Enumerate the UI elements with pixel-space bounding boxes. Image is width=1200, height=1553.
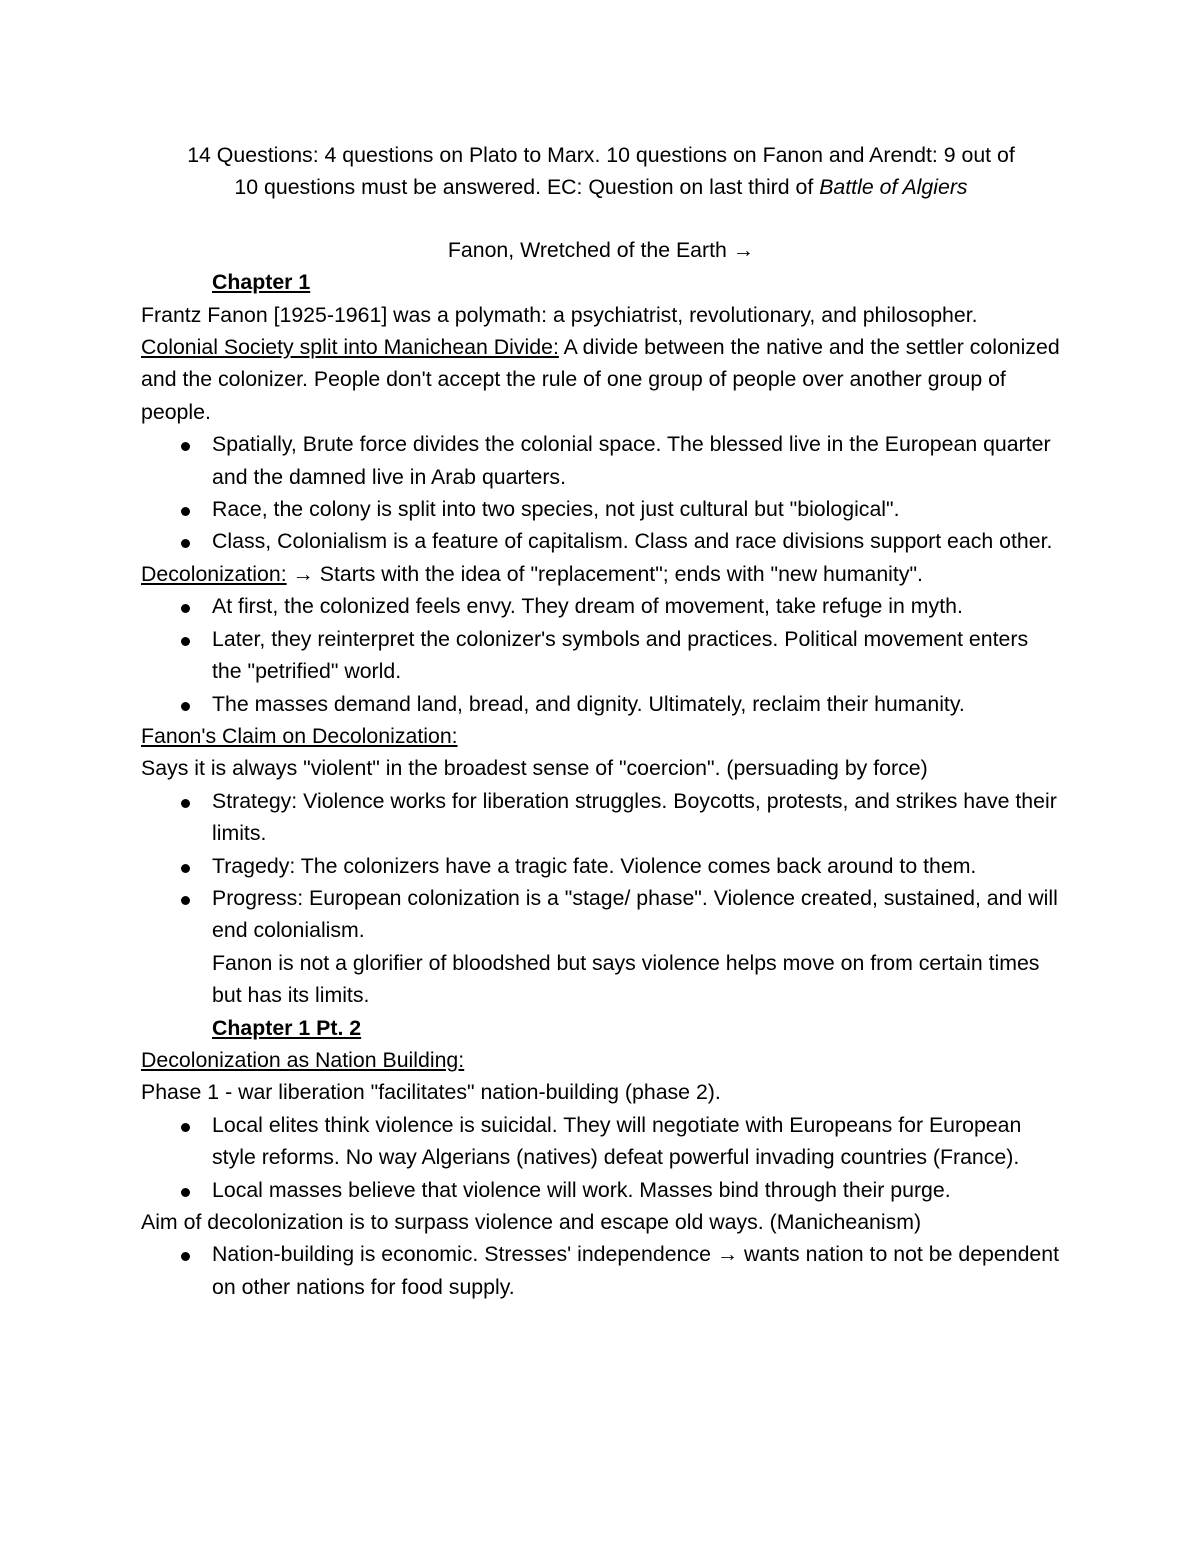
claim-text: Says it is always "violent" in the broadest sense of "coercion". (persuading by force) [141, 756, 928, 781]
list-item: Local masses believe that violence will work. Masses bind through their purge. [141, 1174, 1061, 1206]
claim-bullets [141, 785, 1061, 947]
decolonization-heading: Decolonization: [141, 561, 287, 586]
decolonization-text: → Starts with the idea of "replacement"; ends with "new humanity". [286, 561, 923, 586]
list-item: Later, they reinterpret the colonizer's symbols and practices. Political movement enters the "petrified" world. [141, 623, 1061, 688]
chapter-1-pt-2-heading: Chapter 1 Pt. 2 [212, 1015, 362, 1040]
fanon-bio: Frantz Fanon [1925-1961] was a polymath: a psychiatrist, revolutionary, and philosopher. [141, 302, 978, 327]
intro-paragraph [141, 139, 1061, 204]
chapter-1-heading: Chapter 1 [212, 270, 311, 295]
list-item: Strategy: Violence works for liberation struggles. Boycotts, protests, and strikes have their limits. [141, 785, 1061, 850]
manichean-paragraph [141, 331, 1061, 428]
decolonization-paragraph [141, 558, 1061, 590]
aim-bullets [141, 1238, 1061, 1303]
list-item: Class, Colonialism is a feature of capitalism. Class and race divisions support each other. [141, 525, 1061, 557]
list-item: Race, the colony is split into two species, not just cultural but "biological". [141, 493, 1061, 525]
manichean-text: A divide between the native and the settler colonized and the colonizer. People don't accept the rule of one group of people over another group of people. [141, 335, 1060, 424]
claim-note: Fanon is not a glorifier of bloodshed but says violence helps move on from certain times but has its limits. [212, 950, 1040, 1008]
list-item: At first, the colonized feels envy. They dream of movement, take refuge in myth. [141, 590, 1061, 622]
list-item: Progress: European colonization is a "stage/ phase". Violence created, sustained, and will end colonialism. [141, 882, 1061, 947]
phase-text: Phase 1 - war liberation "facilitates" nation-building (phase 2). [141, 1080, 721, 1105]
intro-text: 14 Questions: 4 questions on Plato to Marx. 10 questions on Fanon and Arendt: 9 out of 10 questions must be answered. EC: Question on last third of [187, 143, 1015, 200]
list-item: Spatially, Brute force divides the colonial space. The blessed live in the European quarter and the damned live in Arab quarters. [141, 428, 1061, 493]
list-item: Local elites think violence is suicidal. They will negotiate with Europeans for European style reforms. No way Algerians (natives) defeat powerful invading countries (France). [141, 1109, 1061, 1174]
document-title: Fanon, Wretched of the Earth → [447, 237, 755, 262]
nation-building-heading: Decolonization as Nation Building: [141, 1047, 465, 1072]
document-page [141, 139, 1061, 1303]
claim-heading: Fanon's Claim on Decolonization: [141, 723, 458, 748]
list-item: Tragedy: The colonizers have a tragic fate. Violence comes back around to them. [141, 850, 1061, 882]
phase-bullets [141, 1109, 1061, 1206]
intro-italic-title: Battle of Algiers [819, 175, 968, 200]
list-item: The masses demand land, bread, and dignity. Ultimately, reclaim their humanity. [141, 688, 1061, 720]
list-item: Nation-building is economic. Stresses' independence → wants nation to not be dependent on other nations for food supply. [141, 1238, 1061, 1303]
aim-text: Aim of decolonization is to surpass violence and escape old ways. (Manicheanism) [141, 1210, 922, 1234]
decolonization-bullets [141, 590, 1061, 720]
manichean-bullets [141, 428, 1061, 558]
manichean-heading: Colonial Society split into Manichean Divide: [141, 335, 559, 360]
